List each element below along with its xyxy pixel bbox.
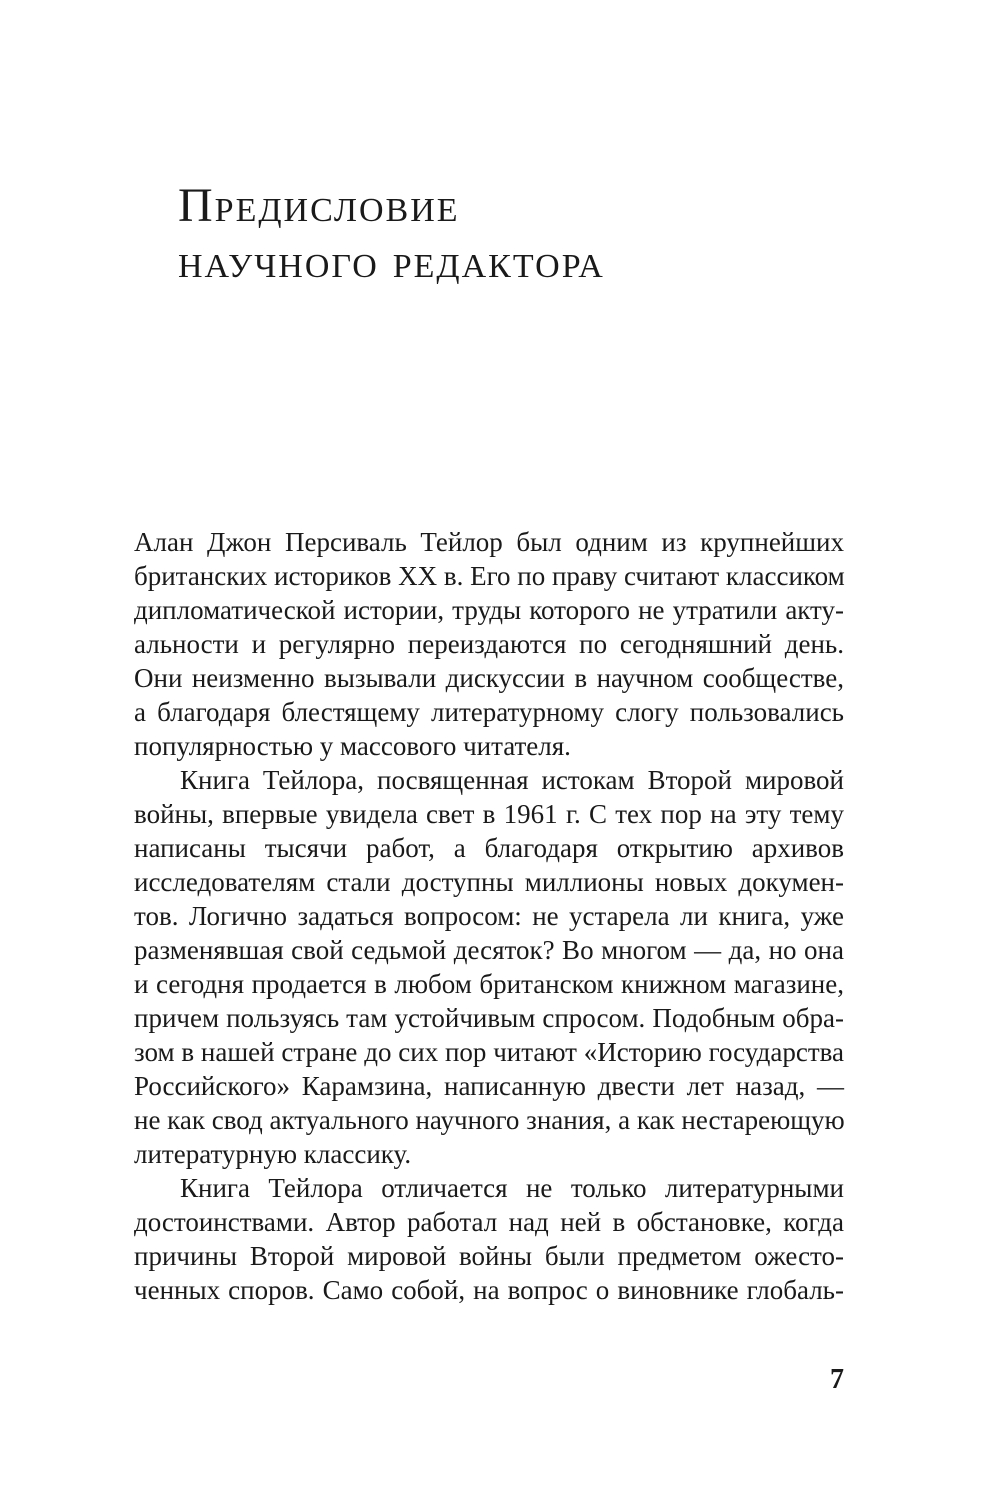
- text-line: Книга Тейлора отличается не только литературными: [180, 1173, 844, 1203]
- paragraph-2: [134, 763, 844, 1171]
- text-line: литературную классику.: [134, 1139, 412, 1169]
- text-line: причины Второй мировой войны были предметом ожесто-: [134, 1241, 844, 1271]
- body-text: [134, 525, 844, 1307]
- text-line: альности и регулярно переиздаются по сегодняшний день.: [134, 629, 844, 659]
- text-line: войны, впервые увидела свет в 1961 г. С тех пор на эту тему: [134, 799, 844, 829]
- text-line: причем пользуясь там устойчивым спросом. Подобным обра-: [134, 1003, 844, 1033]
- text-line: дипломатической истории, труды которого не утратили акту-: [134, 595, 844, 625]
- text-line: а благодаря блестящему литературному слогу пользовались: [134, 697, 844, 727]
- text-line: разменявшая свой седьмой десяток? Во многом — да, но она: [134, 935, 844, 965]
- page-number: 7: [830, 1364, 844, 1395]
- text-line: и сегодня продается в любом британском книжном магазине,: [134, 969, 844, 999]
- text-line: написаны тысячи работ, а благодаря открытию архивов: [134, 833, 844, 863]
- chapter-title: [178, 178, 878, 290]
- text-line: ченных споров. Само собой, на вопрос о виновнике глобаль-: [134, 1275, 844, 1305]
- text-line: Они неизменно вызывали дискуссии в научном сообществе,: [134, 663, 844, 693]
- paragraph-1: [134, 525, 844, 763]
- chapter-title-line-2: научного редактора: [178, 235, 605, 288]
- chapter-title-line-1: Предисловие: [178, 179, 460, 232]
- text-line: тов. Логично задаться вопросом: не устарела ли книга, уже: [134, 901, 844, 931]
- paragraph-3: [134, 1171, 844, 1307]
- text-line: зом в нашей стране до сих пор читают «Историю государства: [134, 1037, 844, 1067]
- text-line: не как свод актуального научного знания, а как нестареющую: [134, 1105, 845, 1135]
- text-line: британских историков XX в. Его по праву считают классиком: [134, 561, 845, 591]
- text-line: Российского» Карамзина, написанную двести лет назад, —: [134, 1071, 844, 1101]
- text-line: исследователям стали доступны миллионы новых докумен-: [134, 867, 844, 897]
- text-line: Книга Тейлора, посвященная истокам Второй мировой: [180, 765, 844, 795]
- text-line: достоинствами. Автор работал над ней в обстановке, когда: [134, 1207, 844, 1237]
- text-line: Алан Джон Персиваль Тейлор был одним из крупнейших: [134, 527, 844, 557]
- text-line: популярностью у массового читателя.: [134, 731, 571, 761]
